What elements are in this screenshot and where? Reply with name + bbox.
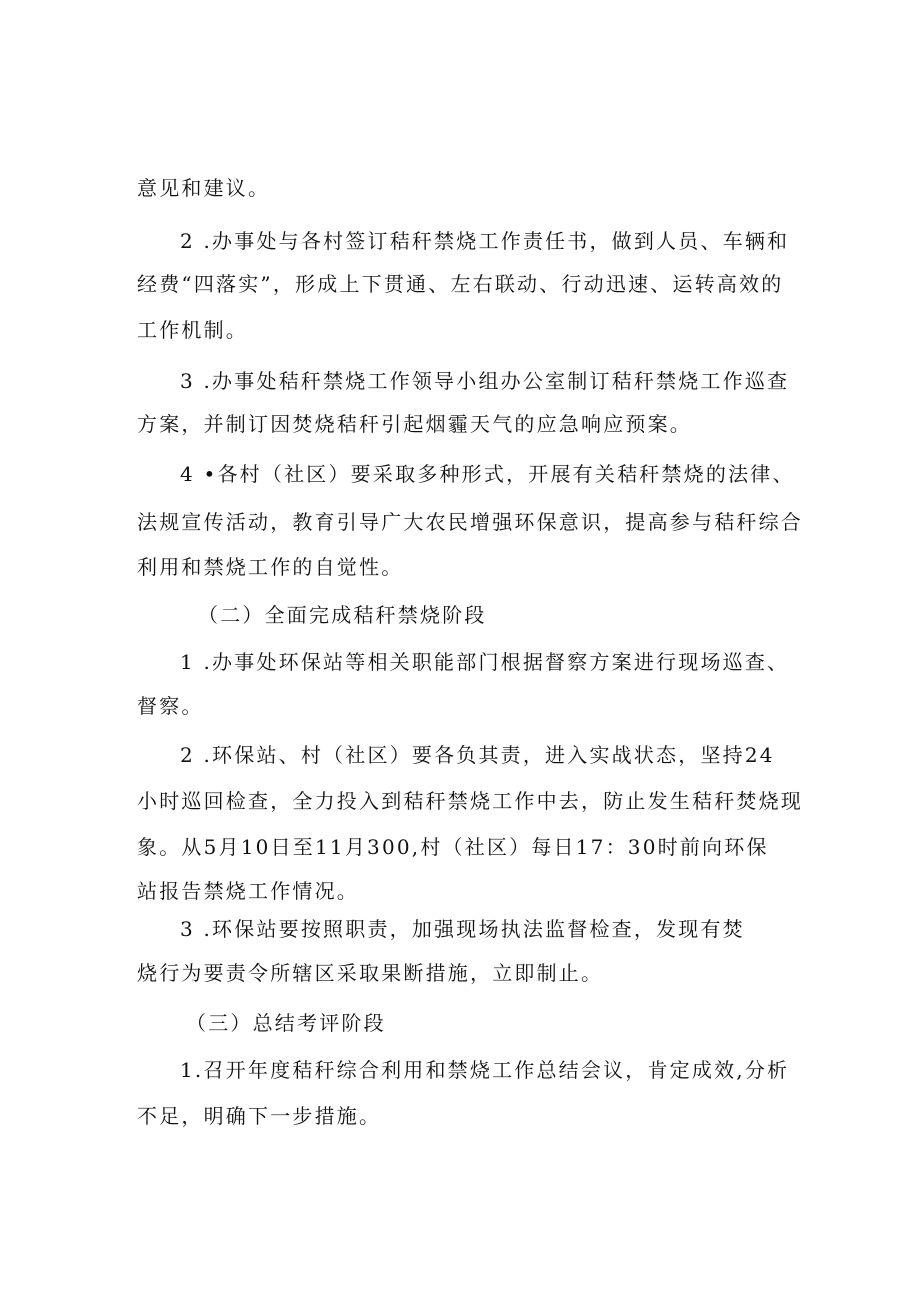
section-heading: （三）总结考评阶段 bbox=[186, 1011, 386, 1035]
paragraph-line: 象。从5月10日至11月300,村（社区）每日17：30时前向环保 bbox=[137, 835, 769, 859]
paragraph-line: 意见和建议。 bbox=[137, 176, 271, 200]
paragraph-line: 法规宣传活动，教育引导广大农民增强环保意识，提高参与秸秆综合 bbox=[137, 510, 803, 534]
paragraph-line: 1 .办事处环保站等相关职能部门根据督察方案进行现场巡查、 bbox=[180, 650, 790, 674]
paragraph-line: 2 .环保站、村（社区）要各负其责，进入实战状态，坚持24 bbox=[180, 743, 775, 767]
paragraph-line: 工作机制。 bbox=[137, 318, 248, 342]
paragraph-line: 利用和禁烧工作的自觉性。 bbox=[137, 555, 404, 579]
paragraph-line: 2 .办事处与各村签订秸秆禁烧工作责任书，做到人员、车辆和 bbox=[180, 229, 790, 253]
paragraph-line: 小时巡回检查，全力投入到秸秆禁烧工作中去，防止发生秸秆焚烧现 bbox=[137, 789, 803, 813]
paragraph-line: 3 .办事处秸秆禁烧工作领导小组办公室制订秸秆禁烧工作巡查 bbox=[180, 369, 790, 393]
paragraph-line: 站报告禁烧工作情况。 bbox=[137, 879, 359, 903]
paragraph-line: 3 .环保站要按照职责，加强现场执法监督检查，发现有焚 bbox=[180, 917, 745, 941]
paragraph-line: 督察。 bbox=[137, 694, 204, 718]
paragraph-line: 经费“四落实”，形成上下贯通、左右联动、行动迅速、运转高效的 bbox=[137, 272, 784, 296]
paragraph-line: 烧行为要责令所辖区采取果断措施，立即制止。 bbox=[137, 961, 604, 985]
section-heading: （二）全面完成秸秆禁烧阶段 bbox=[198, 603, 487, 627]
paragraph-line: 4 •各村（社区）要采取多种形式，开展有关秸秆禁烧的法律、 bbox=[180, 462, 795, 486]
paragraph-line: 方案，并制订因焚烧秸秆引起烟霾天气的应急响应预案。 bbox=[137, 412, 692, 436]
paragraph-line: 不足，明确下一步措施。 bbox=[137, 1104, 382, 1128]
paragraph-line: 1.召开年度秸秆综合利用和禁烧工作总结会议，肯定成效,分析 bbox=[180, 1058, 790, 1082]
